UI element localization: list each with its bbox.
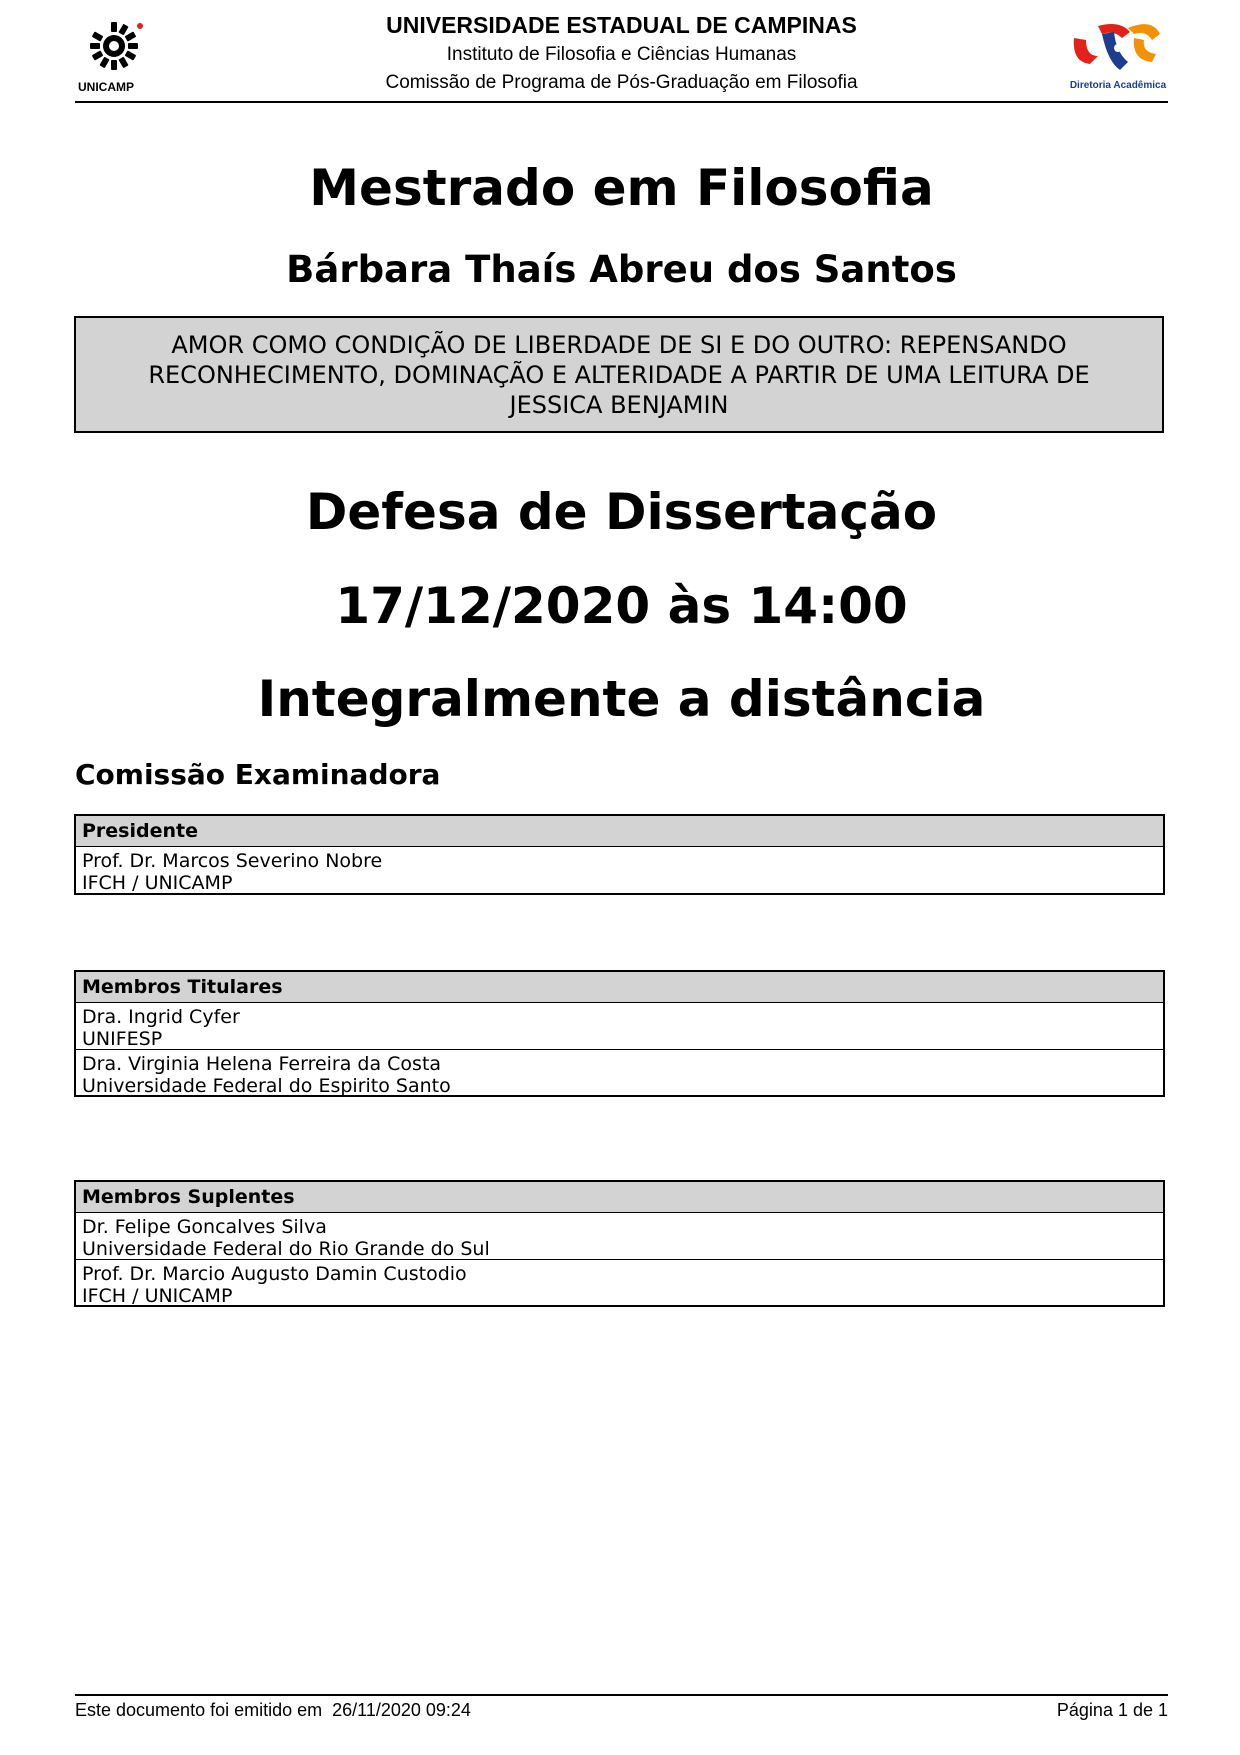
- member-institution: UNIFESP: [82, 1028, 163, 1050]
- document-footer: [75, 1694, 1168, 1720]
- header-text-block: [225, 8, 1018, 97]
- table-header: Presidente: [76, 816, 1163, 847]
- substitute-members-table: [74, 1180, 1165, 1307]
- member-institution: Universidade Federal do Rio Grande do Sul: [82, 1238, 490, 1260]
- diretoria-logo-text: Diretoria Acadêmica: [1069, 80, 1167, 91]
- event-type: Defesa de Dissertação: [305, 483, 938, 541]
- document-header: [75, 8, 1168, 103]
- committee-heading: Comissão Examinadora: [75, 758, 441, 791]
- event-mode: Integralmente a distância: [257, 670, 986, 728]
- member-name: Prof. Dr. Marcos Severino Nobre: [82, 850, 383, 872]
- table-header: Membros Titulares: [76, 972, 1163, 1003]
- commission-name: Comissão de Programa de Pós-Graduação em Filosofia: [385, 72, 858, 93]
- member-name: Prof. Dr. Marcio Augusto Damin Custodio: [82, 1263, 467, 1285]
- president-table: [74, 814, 1165, 895]
- member-name: Dra. Virginia Helena Ferreira da Costa: [82, 1053, 442, 1075]
- issued-timestamp: Este documento foi emitido em 26/11/2020 09:24: [75, 1700, 471, 1720]
- student-name: Bárbara Thaís Abreu dos Santos: [286, 248, 957, 291]
- university-name: UNIVERSIDADE ESTADUAL DE CAMPINAS: [386, 12, 857, 38]
- unicamp-logo: [80, 16, 150, 96]
- member-institution: IFCH / UNICAMP: [82, 1285, 233, 1307]
- member-name: Dra. Ingrid Cyfer: [82, 1006, 240, 1028]
- member-institution: Universidade Federal do Espirito Santo: [82, 1075, 451, 1097]
- table-row: [76, 1049, 1163, 1095]
- thesis-title-box: [74, 316, 1164, 433]
- diretoria-academica-logo: [1068, 18, 1168, 100]
- event-datetime: 17/12/2020 às 14:00: [335, 577, 908, 635]
- table-row: [76, 1003, 1163, 1049]
- table-header: Membros Suplentes: [76, 1182, 1163, 1213]
- member-institution: IFCH / UNICAMP: [82, 872, 233, 894]
- table-row: [76, 1259, 1163, 1305]
- page-number: Página 1 de 1: [1056, 1700, 1168, 1720]
- table-row: [76, 847, 1163, 893]
- unicamp-logo-text: UNICAMP: [78, 80, 134, 94]
- institute-name: Instituto de Filosofia e Ciências Humanas: [446, 44, 797, 65]
- program-title: Mestrado em Filosofia: [309, 159, 934, 217]
- thesis-title: AMOR COMO CONDIÇÃO DE LIBERDADE DE SI E DO OUTRO: REPENSANDO RECONHECIMENTO, DOMINAÇÃO E ALTERIDADE A PARTIR DE UMA LEITURA DE JESSICA BENJAMIN: [148, 330, 1090, 419]
- titular-members-table: [74, 970, 1165, 1097]
- table-row: [76, 1213, 1163, 1259]
- member-name: Dr. Felipe Goncalves Silva: [82, 1216, 327, 1238]
